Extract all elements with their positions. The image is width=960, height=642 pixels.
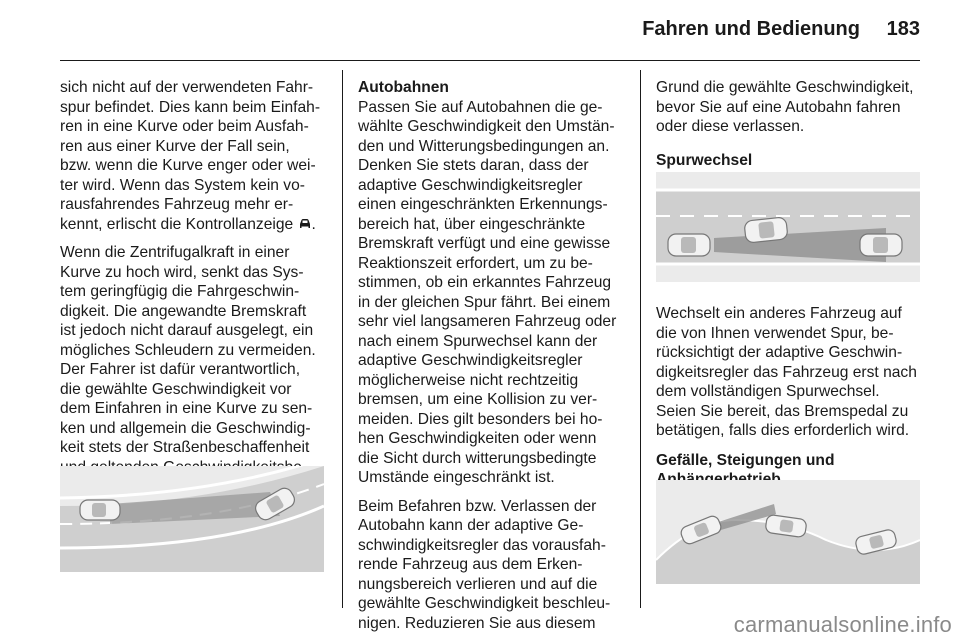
column-divider	[342, 70, 343, 608]
paragraph-text: sich nicht auf der verwendeten Fahr- spur befindet. Dies kann beim Einfah- ren in eine Kurve oder beim Ausfah- ren aus einer Kurve der Fall sein, bzw. wenn die Kurve enger oder wei- ter wird. Wenn das System kein vo- rausfahrendes Fahrzeug mehr er- kennt, erlischt die Kontrollanzeige	[60, 79, 321, 233]
column-divider	[640, 70, 641, 608]
watermark: carmanualsonline.info	[733, 612, 952, 637]
paragraph	[60, 78, 326, 234]
hills-illustration	[656, 480, 920, 584]
vehicle-ahead-indicator-icon	[298, 216, 312, 228]
car-icon	[744, 217, 788, 243]
page-number: 183	[886, 18, 920, 40]
paragraph: Grund die gewählte Geschwindigkeit, bevor Sie auf eine Autobahn fahren oder diese verlassen.	[656, 79, 914, 135]
heading-autobahnen: Autobahnen	[358, 79, 449, 96]
curve-illustration	[60, 466, 324, 572]
paragraph: Wechselt ein anderes Fahrzeug auf die von Ihnen verwendet Spur, be- rücksichtigt der adaptive Geschwin- digkeitsregler das Fahrzeug erst nach dem vollständigen Spurwechsel. Seien Sie bereit, das Bremspedal zu betätigen, falls dies erforderlich wird.	[656, 305, 917, 439]
heading-spurwechsel: Spurwechsel	[656, 151, 753, 169]
paragraph: Passen Sie auf Autobahnen die ge- wählte Geschwindigkeit den Umstän- den und Witterungsbedingungen an. Denken Sie stets daran, dass der adaptive Geschwindigkeitsregler einen eingeschränkten Erkennungs- bereich hat, über eingeschränkte Bremskraft verfügt und eine gewisse Reaktionszeit erfordert, um zu be- stimmen, ob ein erkanntes Fahrzeug in der gleichen Spur fährt. Bei einem sehr viel langsameren Fahrzeug oder nach einem Spurwechsel kann der adaptive Geschwindigkeitsregler möglicherweise nicht rechtzeitig bremsen, um eine Kollision zu ver- meiden. Dies gilt besonders bei ho- hen Geschwindigkeiten oder wenn die Sicht durch witterungsbedingte Umstände eingeschränkt ist.	[358, 98, 617, 486]
header-rule	[60, 60, 920, 61]
paragraph: Beim Befahren bzw. Verlassen der Autobahn kann der adaptive Ge- schwindigkeitsregler das vorausfah- rende Fahrzeug aus dem Erken- nungsbereich verlieren und auf die gewählte Geschwindigkeit beschleu- nigen. Reduzieren Sie aus diesem	[358, 497, 611, 632]
column-1	[60, 78, 326, 506]
car-icon	[860, 234, 902, 256]
car-icon	[668, 234, 710, 256]
column-2	[358, 78, 626, 642]
column-3	[656, 78, 924, 490]
car-icon	[80, 500, 120, 520]
paragraph-text-end: .	[311, 215, 316, 233]
section-title: Fahren und Bedienung	[642, 18, 860, 40]
paragraph: Wenn die Zentrifugalkraft in einer Kurve zu hoch wird, senkt das Sys- tem geringfügig die Fahrgeschwin- digkeit. Die angewandte Bremskraft ist jedoch nicht darauf ausgelegt, ein mögliches Schleudern zu vermeiden. Der Fahrer ist dafür verantwortlich, die gewählte Geschwindigkeit vor dem Einfahren in eine Kurve zu sen- ken und allgemein die Geschwindig- keit stets der Straßenbeschaffenheit	[60, 244, 316, 456]
page-header	[0, 0, 960, 60]
heading-gefaelle: Gefälle, Steigungen und	[656, 451, 835, 469]
lane-change-illustration	[656, 172, 920, 282]
